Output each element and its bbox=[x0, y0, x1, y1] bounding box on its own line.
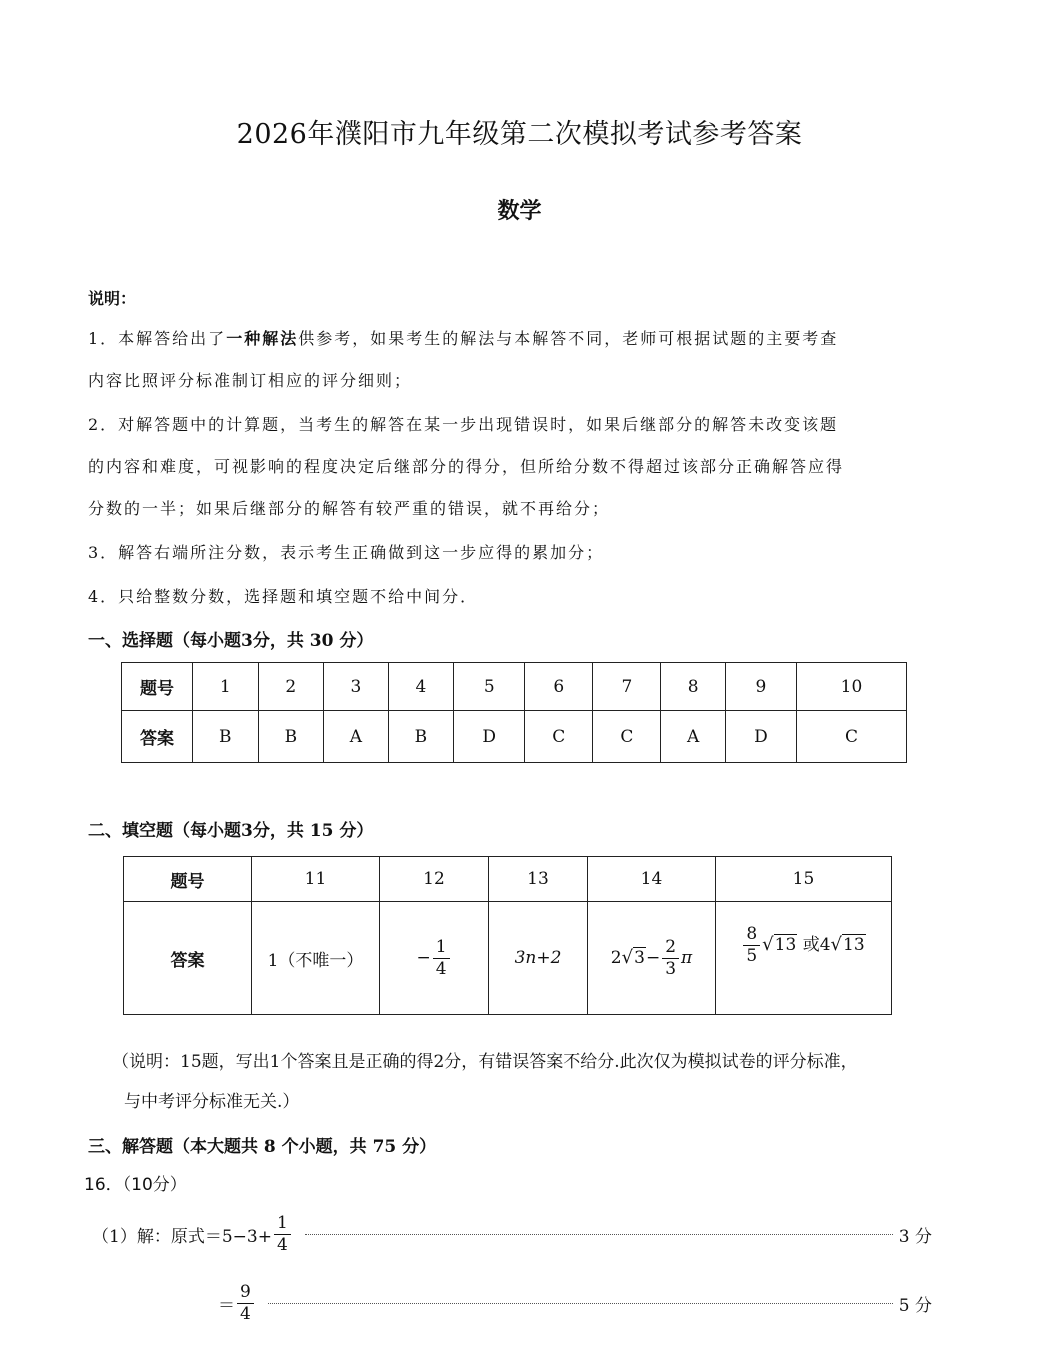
step1-num: 1 bbox=[274, 1215, 291, 1235]
fill-answer-table bbox=[123, 856, 892, 1015]
note-1-line2: 内容比照评分标准制订相应的评分细则； bbox=[88, 371, 413, 390]
step2-prefix: ＝ bbox=[218, 1295, 235, 1316]
note-1-bold: 一种解法 bbox=[226, 329, 299, 348]
q16-label: 16．（10分） bbox=[84, 1175, 187, 1195]
radical-symbol: √ bbox=[621, 946, 634, 968]
choice-a-cell: D bbox=[454, 711, 525, 763]
choice-a-cell: A bbox=[324, 711, 389, 763]
leader-dots bbox=[305, 1234, 893, 1235]
scoring-note-line2: 与中考评分标准无关.） bbox=[124, 1092, 300, 1112]
note-2-line2: 的内容和难度，可视影响的程度决定后继部分的得分，但所给分数不得超过该部分正确解答应得 bbox=[88, 457, 845, 476]
a14-rad: 3 bbox=[634, 947, 645, 968]
section1-heading: 一、选择题（每小题3分，共 30 分） bbox=[88, 631, 374, 651]
a13-expr: 3n+2 bbox=[514, 948, 562, 968]
fill-q-cell: 11 bbox=[252, 857, 380, 902]
note-4: 4．只给整数分数，选择题和填空题不给中间分． bbox=[88, 587, 479, 606]
step2-den: 4 bbox=[240, 1303, 251, 1324]
scoring-note bbox=[112, 1042, 952, 1122]
a12-sign: − bbox=[416, 947, 431, 968]
choice-a-cell: C bbox=[593, 711, 661, 763]
a14-coef: 2 bbox=[610, 947, 622, 968]
a14-fraction bbox=[662, 936, 679, 979]
a15-rad2: 13 bbox=[843, 935, 865, 955]
scoring-note-line1: （说明：15题，写出1个答案且是正确的得2分，有错误答案不给分.此次仅为模拟试卷的评分标准， bbox=[112, 1052, 858, 1072]
fill-a-cell-14 bbox=[588, 902, 716, 1015]
leader-dots bbox=[268, 1303, 893, 1304]
choice-q-cell: 6 bbox=[525, 663, 593, 711]
choice-q-cell: 5 bbox=[454, 663, 525, 711]
section3-heading: 三、解答题（本大题共 8 个小题，共 75 分） bbox=[88, 1137, 437, 1157]
fill-q-cell: 14 bbox=[588, 857, 716, 902]
a15-or: 或 bbox=[802, 935, 820, 955]
a15-den: 5 bbox=[746, 946, 758, 966]
a14-minus: − bbox=[645, 947, 661, 968]
fill-q-cell: 15 bbox=[716, 857, 892, 902]
fill-a-label: 答案 bbox=[124, 902, 252, 1015]
a12-num: 1 bbox=[433, 939, 450, 959]
fill-a-cell-12 bbox=[380, 902, 489, 1015]
choice-q-cell: 1 bbox=[193, 663, 259, 711]
fill-a-cell-15 bbox=[716, 902, 892, 1015]
step1-fraction bbox=[274, 1212, 291, 1255]
fill-question-row bbox=[124, 857, 892, 902]
section2-heading: 二、填空题（每小题3分，共 15 分） bbox=[88, 821, 374, 841]
fill-a-cell-13 bbox=[489, 902, 588, 1015]
choice-a-cell: A bbox=[661, 711, 726, 763]
choice-a-cell: B bbox=[388, 711, 454, 763]
a15-num: 8 bbox=[743, 926, 760, 946]
note-2-line3: 分数的一半；如果后继部分的解答有较严重的错误，就不再给分； bbox=[88, 499, 611, 518]
choice-q-label: 题号 bbox=[122, 663, 193, 711]
note-2 bbox=[88, 404, 948, 530]
step2-num: 9 bbox=[237, 1284, 254, 1304]
note-1-post: 供参考，如果考生的解法与本解答不同，老师可根据试题的主要考查 bbox=[298, 329, 839, 348]
a14-den: 3 bbox=[665, 958, 677, 979]
step2-fraction bbox=[237, 1281, 254, 1324]
note-2-line1: 2．对解答题中的计算题，当考生的解答在某一步出现错误时，如果后继部分的解答未改变该题 bbox=[88, 415, 839, 434]
step1-prefix: （1）解：原式＝5−3+ bbox=[92, 1226, 272, 1247]
choice-a-cell: D bbox=[725, 711, 796, 763]
a12-fraction bbox=[433, 936, 450, 979]
choice-a-cell: C bbox=[797, 711, 907, 763]
step2-score: 5 分 bbox=[898, 1295, 932, 1316]
step1-den: 4 bbox=[276, 1234, 288, 1255]
solution-step-2 bbox=[218, 1276, 932, 1330]
choice-q-cell: 9 bbox=[725, 663, 796, 711]
choice-q-cell: 4 bbox=[388, 663, 454, 711]
note-3: 3．解答右端所注分数，表示考生正确做到这一步应得的累加分； bbox=[88, 543, 605, 562]
subject-heading: 数学 bbox=[497, 198, 542, 224]
fill-a-cell-11: 1（不唯一） bbox=[252, 902, 380, 1015]
radical-symbol: √ bbox=[762, 934, 774, 955]
notes-label: 说明： bbox=[88, 289, 137, 308]
fill-q-cell: 12 bbox=[380, 857, 489, 902]
choice-q-cell: 8 bbox=[661, 663, 726, 711]
step1-score: 3 分 bbox=[898, 1226, 932, 1247]
choice-q-cell: 7 bbox=[593, 663, 661, 711]
a15-fraction bbox=[743, 926, 760, 965]
a14-num: 2 bbox=[662, 939, 679, 959]
note-1-pre: 1．本解答给出了 bbox=[88, 329, 227, 348]
fill-q-label: 题号 bbox=[124, 857, 252, 902]
radical-symbol: √ bbox=[830, 934, 843, 955]
choice-a-cell: B bbox=[258, 711, 324, 763]
a14-pi: π bbox=[681, 947, 693, 968]
choice-a-cell: C bbox=[525, 711, 593, 763]
choice-question-row bbox=[122, 663, 907, 711]
fill-q-cell: 13 bbox=[489, 857, 588, 902]
note-1 bbox=[88, 318, 948, 402]
choice-a-label: 答案 bbox=[122, 711, 193, 763]
a12-den: 4 bbox=[435, 958, 447, 979]
choice-q-cell: 3 bbox=[324, 663, 389, 711]
solution-step-1 bbox=[92, 1208, 932, 1260]
choice-answer-table bbox=[121, 662, 907, 763]
a15-coef2: 4 bbox=[819, 935, 831, 955]
choice-answer-row bbox=[122, 711, 907, 763]
a15-rad1: 13 bbox=[774, 935, 797, 955]
choice-q-cell: 10 bbox=[797, 663, 907, 711]
choice-a-cell: B bbox=[193, 711, 259, 763]
choice-q-cell: 2 bbox=[258, 663, 324, 711]
page-title: 2026年濮阳市九年级第二次模拟考试参考答案 bbox=[236, 119, 803, 150]
fill-answer-row bbox=[124, 902, 892, 1015]
